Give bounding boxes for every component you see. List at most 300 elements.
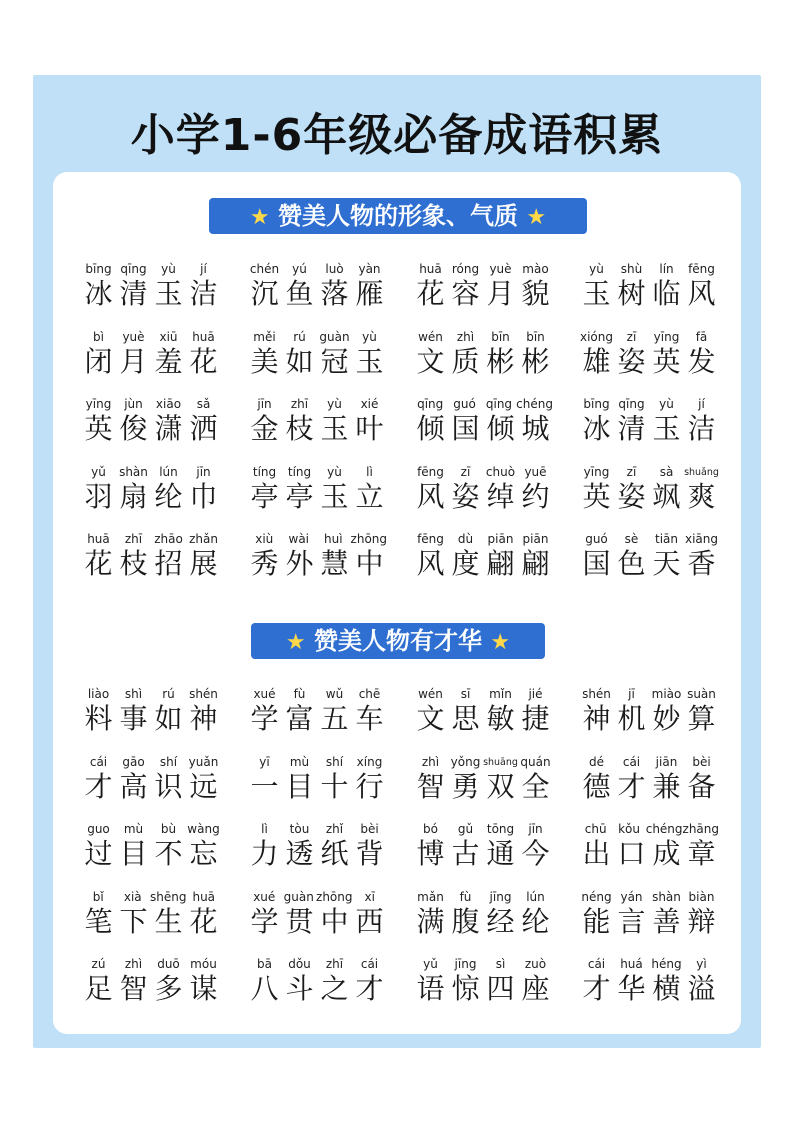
pinyin-syllable: yǔ	[423, 957, 438, 971]
idiom-characters	[579, 276, 719, 312]
pinyin-syllable: yīng	[583, 464, 610, 479]
pinyin-syllable: lì	[366, 464, 373, 479]
pinyin-syllable: kǒu	[618, 822, 640, 836]
hanzi-character: 月	[486, 277, 515, 310]
hanzi-character: 国	[582, 547, 611, 580]
idiom-characters	[247, 344, 387, 380]
hanzi-character: 神	[582, 702, 611, 735]
pinyin-syllable: róng	[451, 262, 480, 276]
pinyin-syllable: cái	[360, 957, 379, 971]
star-icon: ★	[249, 205, 270, 230]
pinyin-syllable: bīn	[526, 329, 545, 344]
hanzi-character: 捷	[521, 702, 550, 735]
pinyin-syllable: shí	[159, 754, 178, 769]
pinyin-syllable: jīn	[528, 822, 543, 836]
pinyin-syllable: cái	[622, 754, 641, 769]
star-icon: ★	[526, 205, 547, 230]
hanzi-character: 羽	[84, 479, 113, 513]
pinyin-syllable: bīng	[85, 262, 112, 276]
pinyin-syllable: zhī	[325, 957, 344, 971]
idiom-characters	[81, 479, 221, 515]
hanzi-character: 经	[486, 904, 515, 938]
hanzi-character: 姿	[617, 479, 646, 513]
hanzi-character: 月	[119, 344, 148, 378]
idiom-characters	[247, 546, 387, 582]
pinyin-syllable: zú	[91, 957, 106, 971]
pinyin-syllable: yīng	[653, 329, 680, 344]
pinyin-syllable: yán	[620, 889, 643, 904]
hanzi-character: 成	[652, 837, 681, 870]
hanzi-character: 招	[154, 547, 183, 580]
pinyin-syllable: rú	[162, 687, 175, 701]
hanzi-character: 敏	[486, 702, 515, 735]
hanzi-character: 英	[84, 412, 113, 445]
idiom-characters	[579, 479, 719, 515]
hanzi-character: 叶	[355, 412, 384, 445]
idiom-characters	[81, 276, 221, 312]
hanzi-character: 神	[189, 702, 218, 735]
hanzi-character: 貌	[521, 277, 550, 310]
hanzi-character: 智	[416, 769, 445, 803]
idiom-characters	[81, 701, 221, 737]
hanzi-character: 妙	[652, 702, 681, 735]
pinyin-syllable: shén	[189, 687, 218, 701]
hanzi-character: 腹	[451, 904, 480, 938]
hanzi-character: 纶	[521, 904, 550, 938]
hanzi-character: 双	[486, 769, 515, 803]
idiom-characters	[413, 769, 553, 805]
pinyin-syllable: yuè	[122, 329, 145, 344]
pinyin-syllable: cái	[587, 957, 606, 971]
pinyin-syllable: tíng	[287, 464, 312, 479]
hanzi-character: 洒	[189, 412, 218, 445]
pinyin-syllable: bì	[93, 329, 104, 344]
hanzi-character: 洁	[189, 277, 218, 310]
idiom-characters	[579, 904, 719, 940]
hanzi-character: 力	[250, 837, 279, 870]
pinyin-syllable: shuāng	[483, 756, 518, 768]
pinyin-syllable: sì	[495, 957, 506, 971]
hanzi-character: 西	[355, 904, 384, 938]
poster-frame	[33, 75, 761, 1048]
hanzi-character: 识	[154, 769, 183, 803]
idiom-characters	[81, 769, 221, 805]
hanzi-character: 德	[582, 769, 611, 803]
pinyin-syllable: chū	[584, 822, 607, 836]
section-banner	[209, 198, 587, 234]
idiom-characters	[247, 769, 387, 805]
pinyin-syllable: bèi	[360, 822, 379, 836]
pinyin-syllable: huā	[192, 329, 215, 344]
hanzi-character: 玉	[320, 412, 349, 445]
pinyin-syllable: piān	[487, 532, 514, 546]
pinyin-syllable: yù	[327, 397, 342, 411]
pinyin-syllable: wài	[288, 532, 310, 546]
idiom-characters	[81, 411, 221, 447]
hanzi-character: 目	[119, 837, 148, 870]
pinyin-syllable: néng	[581, 889, 612, 904]
hanzi-character: 国	[451, 412, 480, 445]
idiom-characters	[247, 836, 387, 872]
hanzi-character: 树	[617, 277, 646, 310]
hanzi-character: 枝	[119, 547, 148, 580]
pinyin-syllable: suàn	[687, 687, 716, 701]
pinyin-syllable: zī	[460, 464, 471, 479]
hanzi-character: 满	[416, 904, 445, 938]
pinyin-syllable: zhì	[124, 957, 143, 971]
pinyin-syllable: huā	[87, 532, 110, 546]
hanzi-character: 俊	[119, 412, 148, 445]
pinyin-syllable: yù	[362, 329, 377, 344]
hanzi-character: 枝	[285, 412, 314, 445]
pinyin-syllable: zhōng	[316, 889, 353, 904]
pinyin-syllable: fēng	[417, 464, 444, 479]
hanzi-character: 美	[250, 344, 279, 378]
pinyin-syllable: tòu	[289, 822, 310, 836]
hanzi-character: 落	[320, 277, 349, 310]
pinyin-syllable: qīng	[417, 397, 444, 411]
pinyin-syllable: xíng	[356, 754, 383, 769]
hanzi-character: 备	[687, 769, 716, 803]
hanzi-character: 香	[687, 547, 716, 580]
pinyin-syllable: tōng	[486, 822, 515, 836]
hanzi-character: 风	[416, 479, 445, 513]
hanzi-character: 花	[189, 344, 218, 378]
pinyin-syllable: shén	[582, 687, 611, 701]
hanzi-character: 思	[451, 702, 480, 735]
hanzi-character: 展	[189, 547, 218, 580]
pinyin-syllable: guàn	[283, 889, 314, 904]
hanzi-character: 贯	[285, 904, 314, 938]
pinyin-syllable: jīng	[489, 889, 512, 904]
pinyin-syllable: bèi	[692, 754, 711, 769]
hanzi-character: 潇	[154, 412, 183, 445]
pinyin-syllable: quán	[520, 754, 551, 769]
pinyin-syllable: zhì	[421, 754, 440, 769]
hanzi-character: 一	[250, 769, 279, 803]
hanzi-character: 彬	[521, 344, 550, 378]
hanzi-character: 不	[154, 837, 183, 870]
pinyin-syllable: lín	[659, 262, 674, 276]
pinyin-syllable: zī	[626, 329, 637, 344]
hanzi-character: 倾	[486, 412, 515, 445]
pinyin-syllable: xiù	[255, 532, 274, 546]
hanzi-character: 辩	[687, 904, 716, 938]
pinyin-syllable: héng	[651, 957, 682, 971]
hanzi-character: 外	[285, 547, 314, 580]
idiom-characters	[247, 276, 387, 312]
hanzi-character: 纸	[320, 837, 349, 870]
hanzi-character: 中	[320, 904, 349, 938]
page-title: 小学1-6年级必备成语积累	[130, 110, 664, 161]
hanzi-character: 倾	[416, 412, 445, 445]
hanzi-character: 算	[687, 702, 716, 735]
idiom-characters	[579, 701, 719, 737]
pinyin-syllable: zhāng	[682, 822, 720, 836]
hanzi-character: 城	[521, 412, 550, 445]
hanzi-character: 风	[687, 277, 716, 310]
idiom-characters	[81, 836, 221, 872]
hanzi-character: 英	[652, 344, 681, 378]
hanzi-character: 横	[652, 972, 681, 1005]
pinyin-syllable: mǐn	[489, 687, 512, 701]
hanzi-character: 斗	[285, 972, 314, 1005]
pinyin-syllable: yù	[327, 464, 342, 479]
pinyin-syllable: chén	[249, 262, 280, 276]
hanzi-character: 临	[652, 277, 681, 310]
pinyin-syllable: lì	[261, 822, 268, 836]
pinyin-syllable: yīng	[85, 397, 112, 411]
pinyin-syllable: yì	[696, 957, 707, 971]
hanzi-character: 如	[154, 702, 183, 735]
hanzi-character: 纶	[154, 479, 183, 513]
hanzi-character: 色	[617, 547, 646, 580]
pinyin-syllable: xiū	[159, 329, 178, 344]
hanzi-character: 文	[416, 344, 445, 378]
pinyin-syllable: sà	[659, 464, 674, 479]
idiom-characters	[81, 904, 221, 940]
hanzi-character: 十	[320, 769, 349, 803]
hanzi-character: 约	[521, 479, 550, 513]
pinyin-syllable: chéng	[645, 822, 683, 836]
hanzi-character: 冰	[84, 277, 113, 310]
pinyin-syllable: bīng	[583, 397, 610, 411]
pinyin-syllable: shì	[124, 687, 143, 701]
pinyin-syllable: zhāo	[154, 532, 183, 546]
idiom-characters	[579, 971, 719, 1007]
pinyin-syllable: huā	[192, 889, 216, 904]
hanzi-character: 善	[652, 904, 681, 938]
section-banner	[251, 623, 545, 659]
hanzi-character: 多	[154, 972, 183, 1005]
hanzi-character: 洁	[687, 412, 716, 445]
pinyin-syllable: jí	[200, 262, 207, 276]
pinyin-syllable: qīng	[485, 397, 513, 411]
pinyin-syllable: xiāo	[155, 397, 182, 411]
idiom-characters	[247, 971, 387, 1007]
hanzi-character: 亭	[285, 479, 314, 513]
hanzi-character: 富	[285, 702, 314, 735]
pinyin-syllable: qīng	[618, 397, 645, 411]
pinyin-syllable: wén	[418, 687, 443, 701]
hanzi-character: 花	[416, 277, 445, 310]
pinyin-syllable: zhī	[290, 397, 309, 411]
hanzi-character: 翩	[521, 547, 550, 580]
hanzi-character: 清	[119, 277, 148, 310]
idiom-characters	[81, 971, 221, 1007]
hanzi-character: 姿	[451, 479, 480, 513]
pinyin-syllable: fù	[459, 889, 472, 904]
hanzi-character: 亭	[250, 479, 279, 513]
pinyin-syllable: jī	[628, 687, 635, 701]
pinyin-syllable: tiān	[655, 532, 678, 546]
idiom-characters	[579, 411, 719, 447]
hanzi-character: 天	[652, 547, 681, 580]
pinyin-syllable: luò	[325, 262, 344, 276]
hanzi-character: 玉	[320, 479, 349, 513]
pinyin-syllable: shēng	[150, 889, 187, 904]
hanzi-character: 冠	[320, 344, 349, 378]
hanzi-character: 闭	[84, 344, 113, 378]
pinyin-syllable: wén	[418, 329, 443, 344]
pinyin-syllable: mù	[123, 822, 144, 836]
hanzi-character: 勇	[451, 769, 480, 803]
idiom-characters	[81, 344, 221, 380]
pinyin-syllable: yuè	[489, 262, 512, 276]
hanzi-character: 座	[521, 972, 550, 1005]
pinyin-syllable: jīn	[257, 397, 272, 411]
hanzi-character: 玉	[652, 412, 681, 445]
idiom-characters	[579, 836, 719, 872]
idiom-characters	[247, 479, 387, 515]
pinyin-syllable: zhī	[124, 532, 143, 546]
pinyin-syllable: piān	[522, 532, 549, 546]
pinyin-syllable: dǒu	[288, 957, 311, 971]
pinyin-syllable: bǐ	[92, 889, 104, 904]
hanzi-character: 背	[355, 837, 384, 870]
pinyin-syllable: yī	[259, 754, 270, 769]
idiom-characters	[413, 479, 553, 515]
idiom-characters	[579, 769, 719, 805]
idiom-characters	[81, 546, 221, 582]
hanzi-character: 发	[687, 344, 716, 378]
pinyin-syllable: sǎ	[196, 397, 211, 411]
hanzi-character: 翩	[486, 547, 515, 580]
pinyin-syllable: chéng	[516, 397, 553, 411]
hanzi-character: 学	[250, 904, 279, 938]
hanzi-character: 四	[486, 972, 515, 1005]
hanzi-character: 玉	[355, 344, 384, 378]
hanzi-character: 玉	[154, 277, 183, 310]
hanzi-character: 华	[617, 972, 646, 1005]
hanzi-character: 笔	[84, 904, 113, 938]
hanzi-character: 清	[617, 412, 646, 445]
hanzi-character: 质	[451, 344, 480, 378]
pinyin-syllable: guó	[585, 532, 608, 546]
hanzi-character: 才	[355, 972, 384, 1005]
pinyin-syllable: yú	[292, 262, 307, 276]
pinyin-syllable: mù	[289, 754, 310, 769]
hanzi-character: 鱼	[285, 277, 314, 310]
pinyin-syllable: fēng	[688, 262, 715, 276]
pinyin-syllable: dé	[589, 754, 604, 769]
hanzi-character: 才	[84, 769, 113, 803]
hanzi-character: 才	[582, 972, 611, 1005]
content-card	[53, 172, 741, 1034]
hanzi-character: 飒	[652, 479, 681, 513]
hanzi-character: 秀	[250, 547, 279, 580]
hanzi-character: 今	[521, 837, 550, 870]
hanzi-character: 彬	[486, 344, 515, 378]
pinyin-syllable: gāo	[122, 754, 145, 769]
pinyin-syllable: mào	[522, 262, 549, 276]
pinyin-syllable: zhōng	[350, 532, 388, 546]
hanzi-character: 通	[486, 837, 515, 870]
hanzi-character: 雁	[355, 277, 384, 310]
pinyin-syllable: xué	[253, 687, 276, 701]
pinyin-syllable: jiān	[655, 754, 678, 769]
hanzi-character: 八	[250, 972, 279, 1005]
pinyin-syllable: wàng	[187, 822, 220, 836]
star-icon: ★	[490, 630, 511, 655]
pinyin-syllable: bīn	[491, 329, 510, 344]
pinyin-syllable: móu	[190, 957, 217, 971]
pinyin-syllable: sè	[624, 532, 639, 546]
pinyin-syllable: jīn	[196, 464, 211, 479]
hanzi-character: 目	[285, 769, 314, 803]
pinyin-syllable: bù	[160, 822, 177, 836]
hanzi-character: 文	[416, 702, 445, 735]
pinyin-syllable: zhǎn	[189, 532, 218, 546]
idiom-characters	[413, 411, 553, 447]
hanzi-character: 忘	[189, 837, 218, 870]
hanzi-character: 兼	[652, 769, 681, 803]
pinyin-syllable: shuǎng	[684, 466, 719, 478]
pinyin-syllable: zhǐ	[325, 822, 344, 836]
pinyin-syllable: shàn	[652, 889, 681, 904]
hanzi-character: 事	[119, 702, 148, 735]
hanzi-character: 远	[189, 769, 218, 803]
hanzi-character: 花	[84, 547, 113, 580]
hanzi-character: 高	[119, 769, 148, 803]
pinyin-syllable: liào	[87, 687, 110, 701]
hanzi-character: 章	[687, 837, 716, 870]
pinyin-syllable: měi	[253, 329, 276, 344]
hanzi-character: 古	[451, 837, 480, 870]
hanzi-character: 中	[355, 547, 384, 580]
star-icon: ★	[285, 630, 306, 655]
pinyin-syllable: lún	[159, 464, 178, 479]
pinyin-syllable: cái	[89, 754, 108, 769]
hanzi-character: 巾	[189, 479, 218, 513]
pinyin-syllable: xià	[123, 889, 142, 904]
hanzi-character: 能	[582, 904, 611, 938]
idiom-characters	[413, 836, 553, 872]
hanzi-character: 车	[355, 702, 384, 735]
pinyin-syllable: shù	[620, 262, 643, 276]
pinyin-syllable: duō	[157, 957, 180, 971]
pinyin-syllable: huā	[419, 262, 442, 276]
hanzi-character: 口	[617, 837, 646, 870]
pinyin-syllable: shàn	[119, 464, 148, 479]
pinyin-syllable: sī	[460, 687, 471, 701]
pinyin-syllable: xiāng	[684, 532, 718, 546]
pinyin-syllable: yù	[589, 262, 604, 276]
pinyin-syllable: yuǎn	[188, 754, 219, 769]
pinyin-syllable: mǎn	[417, 889, 444, 904]
pinyin-syllable: huá	[620, 957, 643, 971]
hanzi-character: 风	[416, 547, 445, 580]
hanzi-character: 生	[154, 904, 183, 938]
pinyin-syllable: fēng	[417, 532, 444, 546]
pinyin-syllable: zī	[626, 464, 637, 479]
hanzi-character: 沉	[250, 277, 279, 310]
pinyin-syllable: yàn	[358, 262, 381, 276]
hanzi-character: 慧	[320, 547, 349, 580]
hanzi-character: 爽	[687, 479, 716, 513]
pinyin-syllable: yuē	[524, 464, 547, 479]
hanzi-character: 五	[320, 702, 349, 735]
hanzi-character: 机	[617, 702, 646, 735]
hanzi-character: 绰	[486, 479, 515, 513]
hanzi-character: 立	[355, 479, 384, 513]
pinyin-syllable: guo	[87, 822, 110, 836]
pinyin-syllable: xióng	[580, 329, 613, 344]
pinyin-syllable: zuò	[524, 957, 547, 971]
pinyin-syllable: chuò	[485, 464, 516, 479]
hanzi-character: 料	[84, 702, 113, 735]
pinyin-syllable: biàn	[688, 889, 715, 904]
